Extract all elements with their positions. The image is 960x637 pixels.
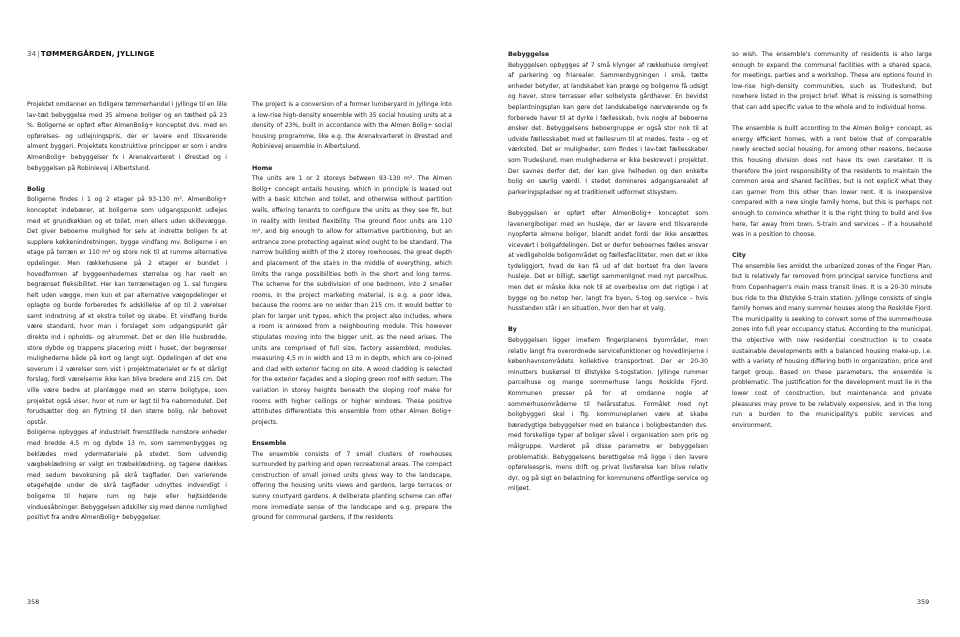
city-paragraph: The ensemble lies amidst the urbanized zones of the Finger Plan, but is relatively far removed from principal service functions and from Copenhagen's main mass transit lines. It is a 20-30 minute bus ride to the Ølstykke S-train station. Jyllinge consists of single family homes and many summer houses along the Roskilde Fjord. The municipality is seeking to convert some of the summerhouse zones into full year occupancy status. According to the municipal, the objective with new residential construction is to create sustainable developments with a balanced housing make-up, i.e. with a variety of housing differing both in organization, price and target group. Based on these parameters, the ensemble is problematic. The justification for the development must lie in the lower cost of construction, but maintenance and private pleasures may prove to be relatively expensive, and in the long run a burden to the municipality's public services and environment. — [732, 262, 932, 429]
running-head — [27, 49, 155, 58]
section-heading-city: City — [732, 252, 746, 260]
ensemble-paragraph-2: The ensemble is built according to the Almen Bolig+ concept, as energy efficient homes, with a rent below that of comparable newly erected social housing, for among other reasons, because this housing division does not have its own caretaker. It is therefore the joint responsibility of the residents to maintain the common area and shared facilities, but is not explicit what they can garner from this other than lower rent. It is inexpensive compared with a new single family home, but this is perhaps not enough to convince whether it is the right thing to build and live here, far away from town, S-train and services – if a household was in a position to choose. — [732, 125, 932, 239]
page-number-right: 359 — [917, 598, 930, 606]
section-heading-by: By — [508, 326, 517, 334]
intro-paragraph-en: The project is a conversion of a former lumberyard in Jyllinge into a low-rise high-density ensemble with 35 social housing units at a density of 23%, built in accordance with the Almen Bolig+ social housing programme, like e.g. the Arenakvarteret in Ørestad and Robinievej ensemble in Albertslund. — [252, 101, 452, 151]
section-heading-bolig: Bolig — [27, 185, 45, 193]
chapter-title: TØMMERGÅRDEN, JYLLINGE — [40, 49, 155, 58]
by-paragraph: Bebyggelsen ligger imellem fingerplanens byområder, men relativ langt fra overordnede servicefunktioner og hovedlinjerne i københavnsområdets kollektive transportnet. Der er 20-30 minutters buskørsel til Ølstykke S-togstation. Jyllinge rummer parcelhuse og mange sommerhuse langs Roskilde Fjord. Kommunen presser på for at omdanne nogle af sommerhusområderne til helårsstatus. Formålet med nyt boligbyggeri skal i flg. kommuneplanen være at skabe bæredygtige bebyggelser med en balance i boligbestanden dvs. med forskellige typer af boliger såvel i organisation som pris og målgruppe. Vurderet på disse parametre er bebyggelsen problematisk. Bebyggelsens berettigelse må ligge i den lavere opførelsespris, mens drift og privat livsførelse kan blive relativ dyr, og på sigt en belastning for kommunens offentlige service og miljøet. — [508, 337, 708, 493]
bebyggelse-paragraph-2: Bebyggelsen er opført efter AlmenBolig+ konceptet som lavenergiboliger med en husleje, der er lavere end tilsvarende nyopførte almene boliger, blandt andet fordi der ikke ansættes vicevært i boligafdelingen. Det er derfor beboernes fælles ansvar at vedligeholde boligområdet og fællesfaciliteter, men det er ikke tydeliggjort, hvad de kan få ud af det bortset fra den lavere husleje. Det er billigt, særligt sammenlignet med nyt parcelhus, men det er måske ikke nok til at overbevise om det rigtige i at bygge og bo netop her, langt fra byen, S-tog og service – hvis husstanden står i en situation, hvor den har et valg. — [508, 209, 708, 313]
danish-column-right — [508, 50, 708, 506]
bolig-paragraph-1: Boligerne findes i 1 og 2 etager på 93-130 m². AlmenBolig+ konceptet indebærer, at boligerne som udgangspunkt udlejes med et grundkøkken og et toilet, men ellers uden skillevægge. Det giver beboerne mulighed for selv at indrette boligen fx at supplere køkkenindretningen, bygge vindfang mv. Boligerne i en etage på terræn er 110 m² og store nok til at rumme alternative opdelinger. Men rækkehusene på 2 etager er bundet i hovedformen af byggeenhedernes størrelse og har reelt en begrænset fleksibilitet. Her kan terrænetagen og 1. sal fungere helt uden vægge, men kun et par alternative vægopdelinger er oplagte og burde forberedes fx adskillelse af op til 2 værelser samt indretning af et ekstra toilet og skabe. Et vindfang burde være standard, hvor man i forslaget som udgangspunkt går direkte ind i opholds- og alrummet. Det er den lille husbredde, store dybde og trappens placering midt i huset, der begrænser mulighederne både på kort og langt sigt. Opdelingen af det ene soverum i 2 værelser som vist i projektmaterialet er fx et dårligt forslag, fordi værelserne ikke kan blive bredere end 215 cm. Det ville være bedre at planlægge med en større boligtype, som projektet også viser, hvor et rum er lagt til fra nabomodulet. Det forudsætter dog en flytning til den større bolig, når behovet opstår. — [27, 196, 227, 426]
intro-paragraph-da: Projektet omdanner en tidligere tømmerhandel i Jyllinge til en lille lav-tæt bebyggelse med 35 almene boliger og en tæthed på 23 %. Boligerne er opført efter AlmenBolig+ konceptet dvs. med en opførelses- og udlejningspris, der er lavere end tilsvarende alment byggeri. Projektets konstruktive principper er som i andre AlmenBolig+ bebyggelser fx i Arenakvarteret i Ørestad og i bebyggelsen på Robinievej i Albertslund. — [27, 101, 227, 172]
section-heading-ensemble: Ensemble — [252, 440, 287, 447]
english-column-left — [252, 100, 452, 534]
chapter-number: 34 — [27, 49, 37, 58]
ensemble-paragraph: The ensemble consists of 7 small clusters of rowhouses surrounded by parking and open recreational areas. The compact construction of small joined units gives way to the landscape, offering the housing units views and gardens, large terraces or sunny courtyard gardens. A deliberate planting scheme can offer more immediate sense of the landscape and e.g. prepare the ground for communal gardens, if the residents — [252, 450, 452, 522]
home-paragraph: The units are 1 or 2 storeys between 93-130 m². The Almen Bolig+ concept entails housing, which in principle is leased out with a basic kitchen and toilet, and otherwise without partition walls, offering tenants to configure the units as they see fit, but in reality with limited flexibility. The ground floor units are 110 m², and big enough to allow for alternative partitioning, but an entrance zone protecting against wind ought to be standard. The narrow building width of the 2 storey rowhouses, the great depth and placement of the stairs in the middle of everything, which limits the range possibilities both in the short and long terms. The scheme for the subdivision of one bedroom, into 2 smaller rooms, in the project marketing material, is e.g. a poor idea, because the rooms are no wider than 215 cm. It would better to plan for larger unit types, which the project also includes, where a room is annexed from a neighbouring module. This however stipulates moving into the bigger unit, as the need arises. The units are comprised of full size, factory assembled, modules, measuring 4,5 m in width and 13 m in depth, which are co-joined and clad with exterior facing on site. A wood cladding is selected for the exterior façades and a sloping green roof with sedum. The variation in storey heights beneath the sloping roof make for rooms with higher ceilings or higher windows. These positive attributes differentiate this ensemble from other Almen Bolig+ projects. — [252, 175, 452, 426]
english-column-right — [732, 50, 932, 442]
running-head-separator: | — [37, 49, 40, 58]
danish-column-left — [27, 100, 227, 534]
section-heading-home: Home — [252, 164, 273, 172]
right-page — [480, 0, 960, 637]
bebyggelse-paragraph-1: Bebyggelsen opbygges af 7 små klynger af rækkehuse omgivet af parkering og friarealer. Sammenbygningen i små, tætte enheder betyder, at landskabet kan præge og boligerne få udsigt og haver, store terrasser eller solbelyste gårdhaver. En bevidst beplantningsplan kan gøre det landskabelige nærværende og fx forberede haver til at dyrke i fællesskab, hvis nogle af beboerne ønsker det. Bebyggelsens beboergruppe er også stor nok til at udvide fællesskabet med et fællesrum til at mødes, feste – og et værksted. Det er muligheder, som findes i lav-tæt fællesskaber som Trudeslund, men mulighederne er ikke beskrevet i projektet. Der savnes derfor det, der kan give helheden og den enkelte bolig en særlig værdi. I stedet domineres adgangsarealet af parkeringspladser og et traditionelt udformet stisystem. — [508, 61, 708, 196]
ensemble-continued-paragraph: so wish. The ensemble's community of residents is also large enough to expand the communal facilities with a shared space, for meetings, parties and a workshop. These are options found in low-rise high-density communities, such as Trudeslund, but nowhere listed in the project brief. What is missing is something that can add specific value to the whole and to individual home. — [732, 51, 932, 111]
page-number-left: 358 — [27, 598, 40, 606]
section-heading-bebyggelse: Bebyggelse — [508, 51, 550, 58]
bolig-paragraph-2: Boligerne opbygges af industrielt fremstillede rumstore enheder med bredde 4,5 m og dybde 13 m, som sammenbygges og beklædes med ydermateriale på stedet. Som udvendig vægbeklædning er valgt en træbeklædning, og tagene dækkes med sedum bevoksning på skrå tagflader. Den varierende etagehøjde under de skrå tagflader udnyttes indvendigt i boligerne til højere rum og høje eller højtsiddende vinduesåbninger. Bebyggelsen adskiller sig med denne rumlighed positivt fra andre AlmenBolig+ bebyggelser. — [27, 429, 227, 522]
